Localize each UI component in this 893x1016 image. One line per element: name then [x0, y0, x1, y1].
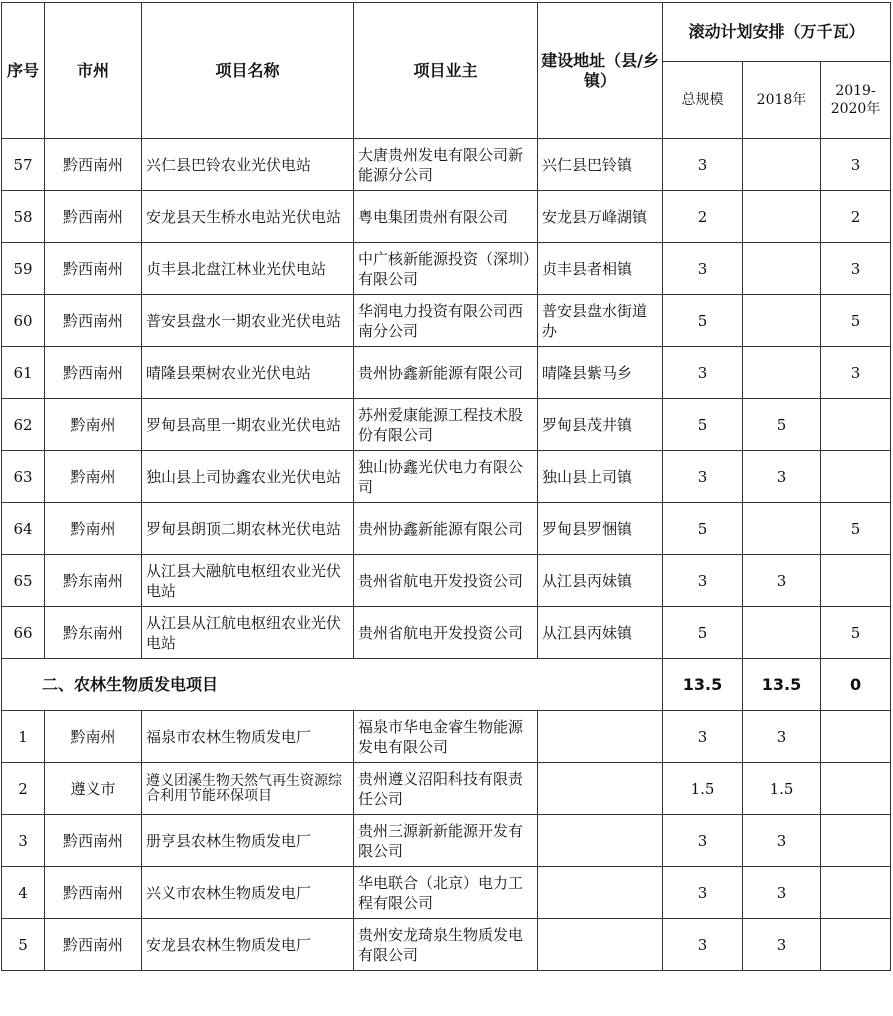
total-cell: 3	[663, 347, 743, 399]
y2019-cell	[821, 399, 891, 451]
table-row	[2, 451, 891, 503]
table-row	[2, 295, 891, 347]
y2018-cell: 5	[743, 399, 821, 451]
project-name-cell: 遵义团溪生物天然气再生资源综合利用节能环保项目	[142, 763, 354, 815]
owner-cell: 贵州省航电开发投资公司	[354, 555, 538, 607]
project-name-cell: 册亨县农林生物质发电厂	[142, 815, 354, 867]
y2018-cell	[743, 347, 821, 399]
project-table	[1, 2, 891, 971]
owner-cell: 华润电力投资有限公司西南分公司	[354, 295, 538, 347]
project-name-cell: 安龙县天生桥水电站光伏电站	[142, 191, 354, 243]
location-cell	[538, 919, 663, 971]
city-cell: 黔西南州	[45, 139, 142, 191]
total-cell: 3	[663, 919, 743, 971]
total-cell: 5	[663, 503, 743, 555]
y2018-cell	[743, 607, 821, 659]
project-name-cell: 从江县大融航电枢纽农业光伏电站	[142, 555, 354, 607]
header-row	[2, 3, 891, 62]
y2019-cell	[821, 867, 891, 919]
owner-cell: 贵州省航电开发投资公司	[354, 607, 538, 659]
seq-cell: 62	[2, 399, 45, 451]
seq-cell: 66	[2, 607, 45, 659]
city-cell: 黔南州	[45, 711, 142, 763]
total-cell: 3	[663, 555, 743, 607]
y2018-cell	[743, 295, 821, 347]
city-cell: 黔西南州	[45, 919, 142, 971]
owner-cell: 粤电集团贵州有限公司	[354, 191, 538, 243]
col-total-header: 总规模	[663, 62, 743, 139]
y2019-cell: 5	[821, 503, 891, 555]
y2018-cell	[743, 139, 821, 191]
owner-cell: 贵州协鑫新能源有限公司	[354, 503, 538, 555]
y2019-cell	[821, 451, 891, 503]
location-cell: 安龙县万峰湖镇	[538, 191, 663, 243]
y2019-cell: 5	[821, 295, 891, 347]
location-cell: 罗甸县罗悃镇	[538, 503, 663, 555]
total-cell: 3	[663, 711, 743, 763]
table-row	[2, 607, 891, 659]
section-2018: 13.5	[743, 659, 821, 711]
y2018-cell: 3	[743, 867, 821, 919]
total-cell: 3	[663, 867, 743, 919]
owner-cell: 贵州遵义沼阳科技有限责任公司	[354, 763, 538, 815]
location-cell	[538, 711, 663, 763]
city-cell: 黔西南州	[45, 867, 142, 919]
y2018-cell: 3	[743, 815, 821, 867]
table-row	[2, 139, 891, 191]
seq-cell: 1	[2, 711, 45, 763]
location-cell: 晴隆县紫马乡	[538, 347, 663, 399]
location-cell: 从江县丙妹镇	[538, 555, 663, 607]
owner-cell: 苏州爱康能源工程技术股份有限公司	[354, 399, 538, 451]
project-name-cell: 兴仁县巴铃农业光伏电站	[142, 139, 354, 191]
owner-cell: 华电联合（北京）电力工程有限公司	[354, 867, 538, 919]
col-project-name-header: 项目名称	[142, 3, 354, 139]
table-row	[2, 919, 891, 971]
project-name-cell: 晴隆县栗树农业光伏电站	[142, 347, 354, 399]
city-cell: 黔西南州	[45, 347, 142, 399]
y2018-cell: 3	[743, 555, 821, 607]
location-cell: 从江县丙妹镇	[538, 607, 663, 659]
owner-cell: 贵州协鑫新能源有限公司	[354, 347, 538, 399]
col-location-header: 建设地址（县/乡镇）	[538, 3, 663, 139]
city-cell: 黔南州	[45, 451, 142, 503]
project-name-cell: 罗甸县高里一期农业光伏电站	[142, 399, 354, 451]
y2019-cell	[821, 555, 891, 607]
total-cell: 3	[663, 451, 743, 503]
seq-cell: 65	[2, 555, 45, 607]
seq-cell: 63	[2, 451, 45, 503]
city-cell: 黔南州	[45, 399, 142, 451]
col-2018-header: 2018年	[743, 62, 821, 139]
project-name-cell: 兴义市农林生物质发电厂	[142, 867, 354, 919]
project-name-cell: 从江县从江航电枢纽农业光伏电站	[142, 607, 354, 659]
table-row	[2, 347, 891, 399]
city-cell: 黔西南州	[45, 295, 142, 347]
section-row	[2, 659, 891, 711]
table-row	[2, 399, 891, 451]
section-2019-2020: 0	[821, 659, 891, 711]
seq-cell: 60	[2, 295, 45, 347]
col-seq-header: 序号	[2, 3, 45, 139]
y2018-cell	[743, 243, 821, 295]
y2019-cell: 5	[821, 607, 891, 659]
y2019-cell	[821, 919, 891, 971]
project-name-cell: 独山县上司协鑫农业光伏电站	[142, 451, 354, 503]
y2019-cell	[821, 815, 891, 867]
location-cell	[538, 867, 663, 919]
table-row	[2, 815, 891, 867]
col-2019-2020-header: 2019-2020年	[821, 62, 891, 139]
seq-cell: 61	[2, 347, 45, 399]
seq-cell: 5	[2, 919, 45, 971]
city-cell: 黔西南州	[45, 243, 142, 295]
seq-cell: 57	[2, 139, 45, 191]
total-cell: 5	[663, 399, 743, 451]
y2019-cell: 3	[821, 243, 891, 295]
total-cell: 2	[663, 191, 743, 243]
seq-cell: 3	[2, 815, 45, 867]
section-label: 二、农林生物质发电项目	[2, 659, 663, 711]
table-row	[2, 243, 891, 295]
y2019-cell: 3	[821, 139, 891, 191]
project-name-cell: 福泉市农林生物质发电厂	[142, 711, 354, 763]
project-name-cell: 罗甸县朗顶二期农林光伏电站	[142, 503, 354, 555]
project-name-cell: 安龙县农林生物质发电厂	[142, 919, 354, 971]
location-cell	[538, 815, 663, 867]
total-cell: 5	[663, 607, 743, 659]
city-cell: 黔东南州	[45, 607, 142, 659]
table-row	[2, 555, 891, 607]
location-cell: 兴仁县巴铃镇	[538, 139, 663, 191]
col-owner-header: 项目业主	[354, 3, 538, 139]
table-row	[2, 867, 891, 919]
owner-cell: 贵州三源新新能源开发有限公司	[354, 815, 538, 867]
y2019-cell: 2	[821, 191, 891, 243]
location-cell: 罗甸县茂井镇	[538, 399, 663, 451]
y2018-cell: 3	[743, 451, 821, 503]
owner-cell: 福泉市华电金睿生物能源发电有限公司	[354, 711, 538, 763]
table-row	[2, 503, 891, 555]
y2018-cell: 3	[743, 711, 821, 763]
total-cell: 3	[663, 139, 743, 191]
project-name-cell: 贞丰县北盘江林业光伏电站	[142, 243, 354, 295]
y2018-cell: 3	[743, 919, 821, 971]
city-cell: 黔南州	[45, 503, 142, 555]
total-cell: 3	[663, 815, 743, 867]
table-row	[2, 763, 891, 815]
owner-cell: 贵州安龙琦泉生物质发电有限公司	[354, 919, 538, 971]
y2018-cell	[743, 191, 821, 243]
city-cell: 黔东南州	[45, 555, 142, 607]
total-cell: 1.5	[663, 763, 743, 815]
seq-cell: 58	[2, 191, 45, 243]
seq-cell: 4	[2, 867, 45, 919]
y2019-cell	[821, 763, 891, 815]
city-cell: 黔西南州	[45, 191, 142, 243]
location-cell: 普安县盘水街道办	[538, 295, 663, 347]
y2019-cell	[821, 711, 891, 763]
y2019-cell: 3	[821, 347, 891, 399]
col-city-header: 市州	[45, 3, 142, 139]
owner-cell: 大唐贵州发电有限公司新能源分公司	[354, 139, 538, 191]
y2018-cell: 1.5	[743, 763, 821, 815]
city-cell: 遵义市	[45, 763, 142, 815]
location-cell: 独山县上司镇	[538, 451, 663, 503]
table-row	[2, 711, 891, 763]
location-cell	[538, 763, 663, 815]
y2018-cell	[743, 503, 821, 555]
section-total: 13.5	[663, 659, 743, 711]
location-cell: 贞丰县者相镇	[538, 243, 663, 295]
seq-cell: 64	[2, 503, 45, 555]
total-cell: 5	[663, 295, 743, 347]
owner-cell: 中广核新能源投资（深圳）有限公司	[354, 243, 538, 295]
project-name-cell: 普安县盘水一期农业光伏电站	[142, 295, 354, 347]
city-cell: 黔西南州	[45, 815, 142, 867]
seq-cell: 59	[2, 243, 45, 295]
seq-cell: 2	[2, 763, 45, 815]
total-cell: 3	[663, 243, 743, 295]
col-plan-header: 滚动计划安排（万千瓦）	[663, 3, 891, 62]
owner-cell: 独山协鑫光伏电力有限公司	[354, 451, 538, 503]
table-row	[2, 191, 891, 243]
